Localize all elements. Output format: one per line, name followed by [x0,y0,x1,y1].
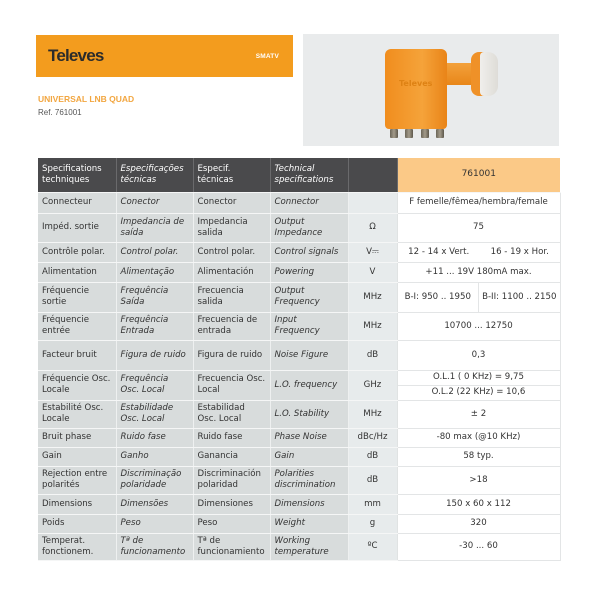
label-es: Ganancia [193,447,270,466]
label-fr: Connecteur [38,192,116,213]
table-row [38,242,560,262]
label-en: Powering [270,262,348,282]
specifications-table [38,158,561,561]
label-fr: Facteur bruit [38,340,116,370]
label-es: Estabilidad Osc. Local [193,400,270,428]
f-connector-icon [405,129,413,138]
label-pt: Ganho [116,447,193,466]
lnb-body-shape [385,49,447,129]
header-spanish: Especif. técnicas [193,158,270,192]
header-unit [348,158,397,192]
label-pt: Tª de funcionamento [116,533,193,560]
header-portuguese: Especificações técnicas [116,158,193,192]
table-row [38,340,560,370]
value-band-1: B-I: 950 .. 1950 [404,291,471,302]
lnb-embossed-logo: Televes [399,79,433,88]
label-fr: Fréquencie Osc. Locale [38,370,116,400]
unit: mm [348,494,397,514]
unit: GHz [348,370,397,400]
unit [348,192,397,213]
label-es: Impedancia salida [193,213,270,242]
label-fr: Impéd. sortie [38,213,116,242]
table-row [38,192,560,213]
value [397,242,560,262]
value-band-2: B-II: 1100 .. 2150 [478,283,560,312]
value [397,370,560,400]
label-en: Phase Noise [270,428,348,447]
header-reference: 761001 [397,158,560,192]
table-row [38,533,560,560]
label-en: Working temperature [270,533,348,560]
label-en: L.O. frequency [270,370,348,400]
label-fr: Dimensions [38,494,116,514]
label-es: Peso [193,514,270,533]
value: -30 ... 60 [397,533,560,560]
label-fr: Fréquencie sortie [38,282,116,312]
value: -80 max (@10 KHz) [397,428,560,447]
value: F femelle/fêmea/hembra/female [397,192,560,213]
unit: Ω [348,213,397,242]
label-en: Gain [270,447,348,466]
unit: dB [348,466,397,494]
lnb-cap-shape [480,52,498,96]
unit: MHz [348,400,397,428]
label-es: Conector [193,192,270,213]
value-lo1: O.L.1 ( 0 KHz) = 9,75 [433,372,524,382]
label-es: Frecuencia de entrada [193,312,270,340]
label-fr: Temperat. fonctionem. [38,533,116,560]
label-pt: Peso [116,514,193,533]
label-fr: Rejection entre polarités [38,466,116,494]
table-row [38,514,560,533]
category-tag: SMATV [255,52,279,60]
header-english: Technical specifications [270,158,348,192]
label-fr: Estabilité Osc. Locale [38,400,116,428]
table-row [38,262,560,282]
label-pt: Conector [116,192,193,213]
unit: V⎓ [348,242,397,262]
table-row [38,370,560,400]
product-reference: Ref. 761001 [38,108,82,117]
label-es: Frecuencia salida [193,282,270,312]
label-en: L.O. Stability [270,400,348,428]
label-en: Input Frequency [270,312,348,340]
label-pt: Estabilidade Osc. Local [116,400,193,428]
header-french: Specifications techniques [38,158,116,192]
label-fr: Gain [38,447,116,466]
value-lo2: O.L.2 (22 KHz) = 10,6 [398,385,560,400]
unit: MHz [348,282,397,312]
label-en: Control signals [270,242,348,262]
value: 75 [397,213,560,242]
label-fr: Fréquencie entrée [38,312,116,340]
table-row [38,400,560,428]
label-es: Discriminación polaridad [193,466,270,494]
label-pt: Control polar. [116,242,193,262]
table-row [38,428,560,447]
label-es: Frecuencia Osc. Local [193,370,270,400]
table-header-row [38,158,560,192]
unit: V [348,262,397,282]
lnb-ports [390,129,444,138]
table-row [38,447,560,466]
label-en: Output Frequency [270,282,348,312]
label-pt: Discriminação polaridade [116,466,193,494]
value-horizontal: 16 - 19 x Hor. [490,246,549,257]
label-en: Output Impedance [270,213,348,242]
label-pt: Ruido fase [116,428,193,447]
label-en: Weight [270,514,348,533]
label-en: Connector [270,192,348,213]
label-fr: Contrôle polar. [38,242,116,262]
label-es: Control polar. [193,242,270,262]
f-connector-icon [436,129,444,138]
label-pt: Frequência Entrada [116,312,193,340]
label-pt: Frequência Saída [116,282,193,312]
unit: dB [348,447,397,466]
f-connector-icon [421,129,429,138]
value: >18 [397,466,560,494]
label-fr: Alimentation [38,262,116,282]
value: 150 x 60 x 112 [397,494,560,514]
value: ± 2 [397,400,560,428]
table-row [38,466,560,494]
unit: g [348,514,397,533]
label-en: Polarities discrimination [270,466,348,494]
label-es: Dimensiones [193,494,270,514]
label-fr: Bruit phase [38,428,116,447]
unit: dBc/Hz [348,428,397,447]
televes-logo: Televes [48,46,104,65]
label-es: Ruido fase [193,428,270,447]
value: +11 ... 19V 180mA max. [397,262,560,282]
unit: MHz [348,312,397,340]
value: 10700 ... 12750 [397,312,560,340]
unit: dB [348,340,397,370]
product-photo [303,34,559,146]
value: 320 [397,514,560,533]
label-pt: Figura de ruido [116,340,193,370]
value: 58 typ. [397,447,560,466]
label-en: Noise Figure [270,340,348,370]
label-fr: Poids [38,514,116,533]
label-en: Dimensions [270,494,348,514]
unit: ºC [348,533,397,560]
table-row [38,494,560,514]
label-es: Figura de ruido [193,340,270,370]
table-row [38,213,560,242]
label-pt: Dimensões [116,494,193,514]
label-pt: Alimentação [116,262,193,282]
label-pt: Impedancia de saída [116,213,193,242]
value-vertical: 12 - 14 x Vert. [408,246,470,257]
table-row [38,282,560,312]
f-connector-icon [390,129,398,138]
label-es: Alimentación [193,262,270,282]
label-pt: Frequência Osc. Local [116,370,193,400]
value: 0,3 [397,340,560,370]
value [397,282,560,312]
product-title: UNIVERSAL LNB QUAD [38,94,135,104]
brand-header-bar [36,35,293,77]
table-row [38,312,560,340]
label-es: Tª de funcionamiento [193,533,270,560]
